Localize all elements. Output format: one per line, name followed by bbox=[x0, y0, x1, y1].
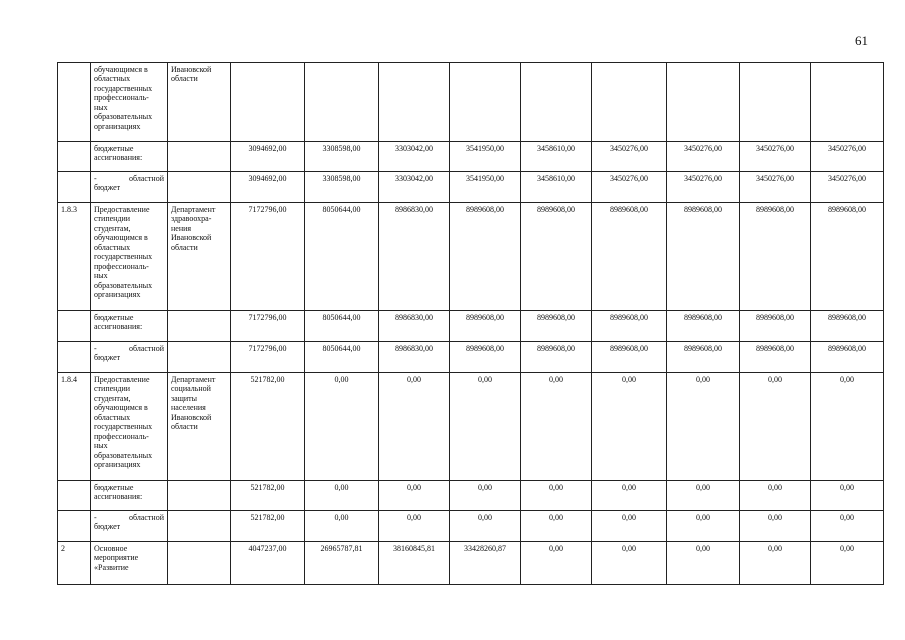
amount-cell: 0,00 bbox=[740, 511, 811, 542]
executor bbox=[168, 342, 231, 373]
amount-cell bbox=[305, 63, 379, 142]
amount-cell: 521782,00 bbox=[231, 373, 305, 481]
measure-name bbox=[91, 203, 168, 311]
measure-name-text: бюджетные ассигнования: bbox=[94, 144, 143, 163]
amount-cell: 8989608,00 bbox=[450, 203, 521, 311]
table-row bbox=[58, 311, 884, 342]
measure-name bbox=[91, 142, 168, 172]
amount-cell bbox=[740, 63, 811, 142]
amount-cell: 3541950,00 bbox=[450, 142, 521, 172]
amount-cell: 0,00 bbox=[811, 542, 884, 585]
source-word: областной bbox=[128, 513, 164, 522]
row-index: 1.8.4 bbox=[58, 373, 91, 481]
source-word: областной bbox=[128, 344, 164, 353]
amount-cell: 8989608,00 bbox=[811, 311, 884, 342]
amount-cell: 0,00 bbox=[592, 511, 667, 542]
amount-cell: 7172796,00 bbox=[231, 311, 305, 342]
amount-cell: 3094692,00 bbox=[231, 172, 305, 203]
amount-cell: 3303042,00 bbox=[379, 142, 450, 172]
amount-cell: 8989608,00 bbox=[521, 203, 592, 311]
row-index bbox=[58, 481, 91, 511]
measure-name-text: Предоставление стипендии студентам, обучающимся в областных государственных профессиональ- ных образовательных организациях bbox=[94, 205, 153, 299]
amount-cell: 3541950,00 bbox=[450, 172, 521, 203]
row-index bbox=[58, 511, 91, 542]
amount-cell: 0,00 bbox=[305, 373, 379, 481]
amount-cell: 8989608,00 bbox=[740, 342, 811, 373]
amount-cell: 521782,00 bbox=[231, 481, 305, 511]
amount-cell: 8050644,00 bbox=[305, 203, 379, 311]
row-index bbox=[58, 63, 91, 142]
table-row bbox=[58, 373, 884, 481]
amount-cell: 3094692,00 bbox=[231, 142, 305, 172]
measure-name bbox=[91, 511, 168, 542]
measure-name-text: бюджетные ассигнования: bbox=[94, 313, 143, 332]
amount-cell: 3303042,00 bbox=[379, 172, 450, 203]
budget-table bbox=[57, 62, 884, 585]
amount-cell: 38160845,81 bbox=[379, 542, 450, 585]
amount-cell: 8989608,00 bbox=[667, 203, 740, 311]
table-row bbox=[58, 542, 884, 585]
amount-cell: 7172796,00 bbox=[231, 203, 305, 311]
amount-cell: 0,00 bbox=[450, 481, 521, 511]
amount-cell: 8989608,00 bbox=[592, 342, 667, 373]
measure-name-text: Предоставление стипендии студентам, обучающимся в областных государственных профессиональ- ных образовательных организациях bbox=[94, 375, 153, 469]
measure-name bbox=[91, 342, 168, 373]
amount-cell: 3450276,00 bbox=[592, 142, 667, 172]
amount-cell: 3308598,00 bbox=[305, 142, 379, 172]
table-row bbox=[58, 203, 884, 311]
amount-cell: 4047237,00 bbox=[231, 542, 305, 585]
amount-cell: 0,00 bbox=[305, 511, 379, 542]
amount-cell: 0,00 bbox=[667, 373, 740, 481]
amount-cell: 0,00 bbox=[740, 481, 811, 511]
amount-cell bbox=[379, 63, 450, 142]
table-body bbox=[58, 63, 884, 585]
table-row bbox=[58, 481, 884, 511]
amount-cell: 8989608,00 bbox=[450, 342, 521, 373]
table-row bbox=[58, 511, 884, 542]
executor bbox=[168, 481, 231, 511]
amount-cell: 3308598,00 bbox=[305, 172, 379, 203]
table-row bbox=[58, 172, 884, 203]
source-last: бюджет bbox=[94, 353, 121, 363]
amount-cell: 8986830,00 bbox=[379, 203, 450, 311]
amount-cell: 8050644,00 bbox=[305, 311, 379, 342]
amount-cell: 8989608,00 bbox=[667, 342, 740, 373]
amount-cell bbox=[592, 63, 667, 142]
amount-cell: 3450276,00 bbox=[811, 172, 884, 203]
amount-cell: 0,00 bbox=[521, 511, 592, 542]
amount-cell: 8050644,00 bbox=[305, 342, 379, 373]
executor bbox=[168, 311, 231, 342]
amount-cell: 8989608,00 bbox=[592, 311, 667, 342]
amount-cell bbox=[521, 63, 592, 142]
executor: Департамент здравоохра- нения Ивановской области bbox=[168, 203, 231, 311]
amount-cell: 0,00 bbox=[811, 481, 884, 511]
amount-cell: 3458610,00 bbox=[521, 142, 592, 172]
amount-cell: 0,00 bbox=[811, 511, 884, 542]
amount-cell: 3450276,00 bbox=[667, 142, 740, 172]
amount-cell: 0,00 bbox=[305, 481, 379, 511]
source-word: областной bbox=[128, 174, 164, 183]
table-row bbox=[58, 142, 884, 172]
amount-cell: 3450276,00 bbox=[740, 142, 811, 172]
table-row bbox=[58, 342, 884, 373]
amount-cell: 0,00 bbox=[379, 481, 450, 511]
measure-name bbox=[91, 311, 168, 342]
measure-name bbox=[91, 63, 168, 142]
executor: Департамент социальной защиты населения Ивановской области bbox=[168, 373, 231, 481]
amount-cell: 0,00 bbox=[521, 542, 592, 585]
amount-cell: 8989608,00 bbox=[592, 203, 667, 311]
executor bbox=[168, 142, 231, 172]
amount-cell: 0,00 bbox=[592, 373, 667, 481]
page-number: 61 bbox=[855, 33, 868, 48]
row-index bbox=[58, 342, 91, 373]
amount-cell: 33428260,87 bbox=[450, 542, 521, 585]
amount-cell: 8986830,00 bbox=[379, 311, 450, 342]
source-dash: - bbox=[94, 344, 97, 353]
amount-cell: 3450276,00 bbox=[592, 172, 667, 203]
amount-cell: 3450276,00 bbox=[811, 142, 884, 172]
amount-cell: 8986830,00 bbox=[379, 342, 450, 373]
measure-name-text: Основное мероприятие «Развитие bbox=[94, 544, 139, 572]
amount-cell: 8989608,00 bbox=[811, 342, 884, 373]
executor bbox=[168, 542, 231, 585]
amount-cell: 0,00 bbox=[592, 542, 667, 585]
row-index: 1.8.3 bbox=[58, 203, 91, 311]
amount-cell bbox=[450, 63, 521, 142]
source-dash: - bbox=[94, 513, 97, 522]
amount-cell: 0,00 bbox=[667, 542, 740, 585]
row-index bbox=[58, 172, 91, 203]
amount-cell: 0,00 bbox=[450, 511, 521, 542]
amount-cell: 0,00 bbox=[740, 542, 811, 585]
amount-cell: 3450276,00 bbox=[740, 172, 811, 203]
amount-cell: 0,00 bbox=[667, 511, 740, 542]
amount-cell: 8989608,00 bbox=[811, 203, 884, 311]
executor bbox=[168, 511, 231, 542]
amount-cell: 8989608,00 bbox=[740, 311, 811, 342]
source-dash: - bbox=[94, 174, 97, 183]
amount-cell: 521782,00 bbox=[231, 511, 305, 542]
measure-name bbox=[91, 373, 168, 481]
row-index bbox=[58, 311, 91, 342]
amount-cell: 3450276,00 bbox=[667, 172, 740, 203]
amount-cell: 0,00 bbox=[379, 511, 450, 542]
executor bbox=[168, 172, 231, 203]
amount-cell bbox=[667, 63, 740, 142]
amount-cell: 8989608,00 bbox=[667, 311, 740, 342]
amount-cell: 0,00 bbox=[592, 481, 667, 511]
row-index: 2 bbox=[58, 542, 91, 585]
executor: Ивановской области bbox=[168, 63, 231, 142]
measure-name-text: обучающимся в областных государственных профессиональ- ных образовательных организациях bbox=[94, 65, 153, 131]
amount-cell: 0,00 bbox=[667, 481, 740, 511]
amount-cell: 0,00 bbox=[521, 373, 592, 481]
amount-cell: 8989608,00 bbox=[521, 342, 592, 373]
table-row bbox=[58, 63, 884, 142]
amount-cell: 8989608,00 bbox=[740, 203, 811, 311]
amount-cell: 0,00 bbox=[811, 373, 884, 481]
measure-name bbox=[91, 172, 168, 203]
source-last: бюджет bbox=[94, 183, 121, 193]
amount-cell: 0,00 bbox=[450, 373, 521, 481]
measure-name bbox=[91, 542, 168, 585]
amount-cell bbox=[811, 63, 884, 142]
amount-cell: 0,00 bbox=[740, 373, 811, 481]
measure-name bbox=[91, 481, 168, 511]
amount-cell: 8989608,00 bbox=[450, 311, 521, 342]
amount-cell: 26965787,81 bbox=[305, 542, 379, 585]
amount-cell: 0,00 bbox=[521, 481, 592, 511]
amount-cell: 8989608,00 bbox=[521, 311, 592, 342]
source-last: бюджет bbox=[94, 522, 121, 532]
measure-name-text: бюджетные ассигнования: bbox=[94, 483, 143, 502]
amount-cell: 0,00 bbox=[379, 373, 450, 481]
amount-cell: 3458610,00 bbox=[521, 172, 592, 203]
amount-cell: 7172796,00 bbox=[231, 342, 305, 373]
amount-cell bbox=[231, 63, 305, 142]
row-index bbox=[58, 142, 91, 172]
